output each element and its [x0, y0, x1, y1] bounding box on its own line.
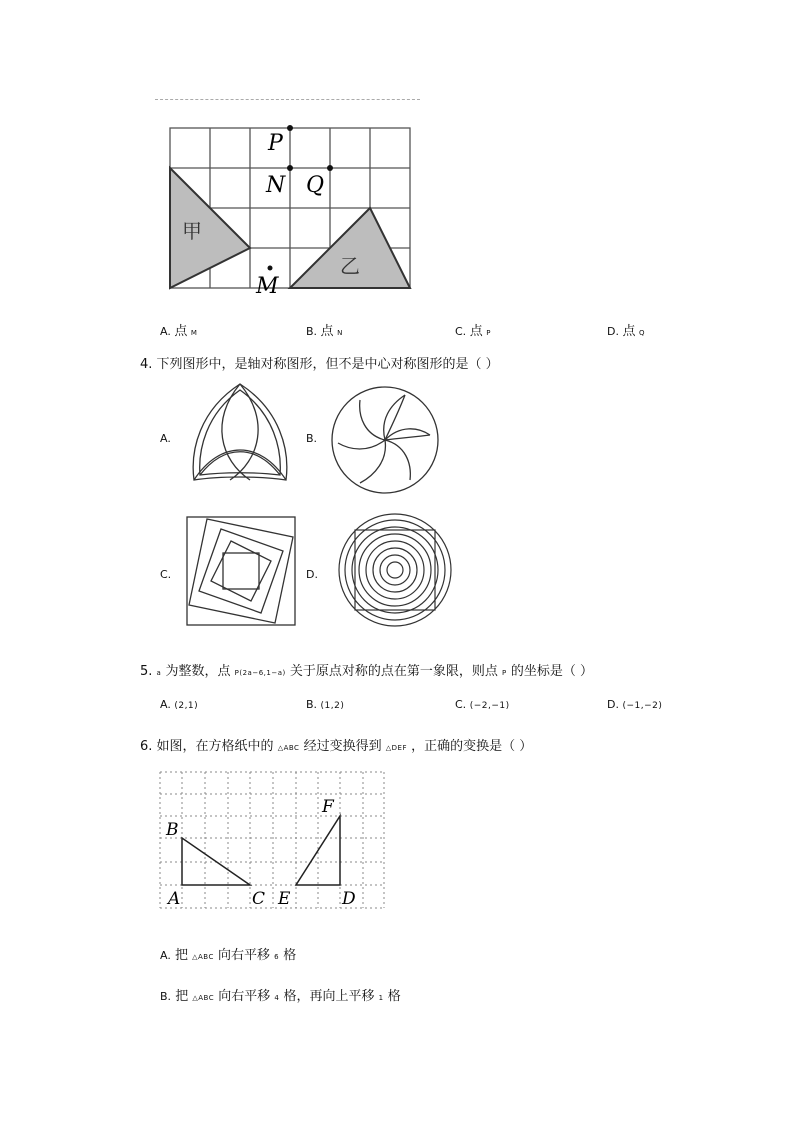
- option-text: 格，再向上平移: [283, 989, 375, 1004]
- q4-option-a-letter[interactable]: A.: [160, 432, 171, 445]
- option-value: (−1,−2): [622, 701, 663, 711]
- label-c: C: [252, 889, 266, 909]
- triangle-abc: [182, 838, 250, 885]
- point-p-dot: [287, 125, 293, 131]
- option-symbol: N: [337, 329, 343, 337]
- q4-option-c-letter[interactable]: C.: [160, 568, 172, 581]
- math-number: 1: [378, 994, 384, 1002]
- label-m: M: [256, 274, 279, 299]
- option-letter: C.: [455, 698, 467, 711]
- q3-option-d[interactable]: [607, 320, 645, 339]
- concentric-circles-square-icon[interactable]: [337, 512, 453, 628]
- q6-dashed-grid: [160, 772, 384, 908]
- question-number: 5.: [140, 664, 153, 679]
- label-e: E: [278, 889, 291, 909]
- point-n-dot: [287, 165, 293, 171]
- question-text: 的坐标是（ ）: [510, 664, 594, 679]
- q3-option-b[interactable]: [306, 320, 343, 339]
- option-letter: C.: [455, 325, 467, 338]
- question-text: 关于原点对称的点在第一象限，则点: [289, 664, 498, 679]
- q4-option-b-letter[interactable]: B.: [306, 432, 318, 445]
- point-m-dot: [268, 266, 273, 271]
- q3-option-c[interactable]: [455, 320, 491, 339]
- math-number: 6: [274, 953, 280, 961]
- triquetra-icon[interactable]: [180, 380, 300, 490]
- question-number: 4.: [140, 357, 153, 372]
- q4-question: [140, 353, 499, 372]
- option-letter: D.: [607, 698, 619, 711]
- q3-option-a[interactable]: [160, 320, 197, 339]
- option-letter: A.: [160, 325, 171, 338]
- option-letter: D.: [607, 325, 619, 338]
- dashed-separator: [155, 99, 420, 100]
- question-text: 为整数，点: [165, 664, 231, 679]
- option-symbol: P: [486, 329, 491, 337]
- q5-option-a[interactable]: [160, 698, 198, 711]
- label-yi: 乙: [340, 254, 360, 278]
- label-b: B: [166, 820, 179, 840]
- option-text: 向右平移: [218, 948, 271, 963]
- q5-question: [140, 660, 593, 679]
- q5-option-b[interactable]: [306, 698, 344, 711]
- label-jia: 甲: [182, 219, 202, 243]
- option-value: (−2,−1): [469, 701, 510, 711]
- q6-grid-figure: [158, 768, 386, 912]
- option-value: (1,2): [320, 701, 345, 711]
- option-letter: A.: [160, 949, 171, 962]
- label-f: F: [322, 797, 334, 817]
- pinwheel-circle-icon[interactable]: [330, 385, 440, 495]
- option-word: 点: [320, 324, 334, 339]
- q6-question: [140, 735, 532, 754]
- q4-option-d-letter[interactable]: D.: [306, 568, 318, 581]
- question-text: 下列图形中，是轴对称图形，但不是中心对称图形的是（ ）: [156, 357, 499, 372]
- math-triangle: △DEF: [385, 744, 407, 752]
- q5-option-c[interactable]: [455, 698, 510, 711]
- option-letter: B.: [160, 990, 172, 1003]
- option-word: 点: [622, 324, 636, 339]
- math-triangle: △ABC: [277, 744, 300, 752]
- option-letter: A.: [160, 698, 171, 711]
- math-triangle: △ABC: [192, 994, 215, 1002]
- math-symbol: P: [502, 669, 507, 677]
- q5-option-d[interactable]: [607, 698, 662, 711]
- math-triangle: △ABC: [192, 953, 214, 961]
- point-q-dot: [327, 165, 333, 171]
- option-text: 格: [387, 989, 401, 1004]
- math-expression: P(2a−6,1−a): [234, 669, 286, 677]
- option-text: 把: [174, 948, 188, 963]
- q6-option-a[interactable]: [160, 944, 296, 963]
- option-text: 格: [283, 948, 297, 963]
- label-a: A: [168, 889, 181, 909]
- option-symbol: M: [190, 329, 198, 337]
- math-number: 4: [274, 994, 280, 1002]
- label-d: D: [342, 889, 356, 909]
- option-text: 把: [175, 989, 189, 1004]
- triangle-def: [296, 816, 340, 885]
- math-symbol: a: [156, 669, 162, 677]
- q6-option-b[interactable]: [160, 985, 401, 1004]
- question-number: 6.: [140, 739, 153, 754]
- question-text: ，正确的变换是（ ）: [411, 739, 533, 754]
- option-value: (2,1): [174, 701, 199, 711]
- option-symbol: Q: [638, 329, 645, 337]
- option-text: 向右平移: [218, 989, 271, 1004]
- option-word: 点: [469, 324, 483, 339]
- option-letter: B.: [306, 698, 318, 711]
- q3-grid-figure: [160, 120, 420, 300]
- rotated-squares-icon[interactable]: [185, 515, 297, 627]
- question-text: 经过变换得到: [303, 739, 382, 754]
- label-n: N: [266, 173, 286, 198]
- label-p: P: [268, 131, 283, 156]
- option-letter: B.: [306, 325, 318, 338]
- option-word: 点: [174, 324, 188, 339]
- question-text: 如图，在方格纸中的: [156, 739, 274, 754]
- label-q: Q: [306, 173, 325, 198]
